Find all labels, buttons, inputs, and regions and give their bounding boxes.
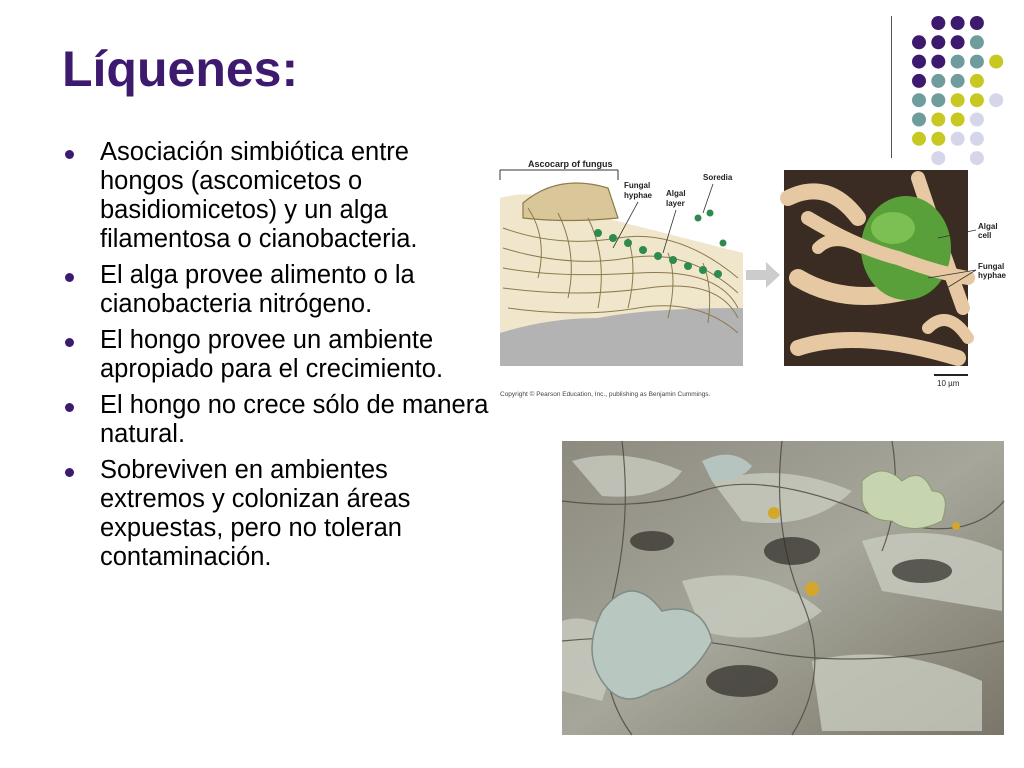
lichen-micrograph (784, 170, 968, 366)
decorative-dot (931, 132, 945, 146)
decorative-dot (989, 55, 1003, 69)
decorative-dot (951, 74, 965, 88)
decorative-dot (970, 74, 984, 88)
scale-label: 10 µm (937, 379, 960, 388)
decorative-dot (970, 55, 984, 69)
decorative-dot (912, 132, 926, 146)
decorative-dot (951, 35, 965, 49)
lichen-cross-section-illustration (500, 159, 743, 366)
decorative-dot (970, 35, 984, 49)
decorative-dot (931, 16, 945, 30)
bullet-item: El alga provee alimento o la cianobacteria nitrógeno. (62, 261, 497, 319)
decorative-dot (970, 113, 984, 127)
fungal-hyphae-right-label: hyphae (978, 271, 1007, 280)
bullet-item: Sobreviven en ambientes extremos y colonizan áreas expuestas, pero no toleran contaminación. (62, 456, 497, 572)
decorative-dot (912, 93, 926, 107)
decorative-dot (951, 132, 965, 146)
slide-title: Líquenes: (62, 41, 299, 97)
decorative-dot (970, 132, 984, 146)
bullet-item: Asociación simbiótica entre hongos (ascomicetos o basidiomicetos) y un alga filamentosa o cianobacteria. (62, 138, 497, 254)
soredia-label: Soredia (703, 173, 733, 182)
bullet-list (62, 138, 497, 579)
algal-cell-label: Algal (978, 222, 998, 231)
algal-layer-label: layer (666, 199, 685, 208)
arrow-icon (746, 262, 780, 288)
decorative-dot (931, 113, 945, 127)
lichen-anatomy-figure (498, 158, 1007, 403)
ascocarp-label: Ascocarp of fungus (528, 159, 613, 169)
decorative-dot (931, 74, 945, 88)
decorative-vertical-line (891, 16, 892, 158)
decorative-dot (912, 35, 926, 49)
decorative-dot (970, 16, 984, 30)
lichen-photograph (562, 441, 1004, 735)
decorative-dot (951, 113, 965, 127)
decorative-dot (951, 55, 965, 69)
fungal-hyphae-label: hyphae (624, 191, 653, 200)
algal-layer-label: Algal (666, 189, 686, 198)
decorative-dot (931, 93, 945, 107)
copyright-text: Copyright © Pearson Education, Inc., publishing as Benjamin Cummings. (500, 391, 711, 398)
decorative-dot (951, 93, 965, 107)
fungal-hyphae-right-label: Fungal (978, 262, 1005, 271)
decorative-dot (931, 55, 945, 69)
decorative-dot (951, 16, 965, 30)
decorative-dot (989, 93, 1003, 107)
decorative-dot (912, 74, 926, 88)
algal-cell-label: cell (978, 231, 992, 240)
fungal-hyphae-label: Fungal (624, 181, 651, 190)
decorative-dot (912, 113, 926, 127)
bullet-item: El hongo provee un ambiente apropiado para el crecimiento. (62, 326, 497, 384)
bullet-item: El hongo no crece sólo de manera natural. (62, 391, 497, 449)
decorative-dot (931, 35, 945, 49)
decorative-dot (912, 55, 926, 69)
decorative-dot (970, 93, 984, 107)
